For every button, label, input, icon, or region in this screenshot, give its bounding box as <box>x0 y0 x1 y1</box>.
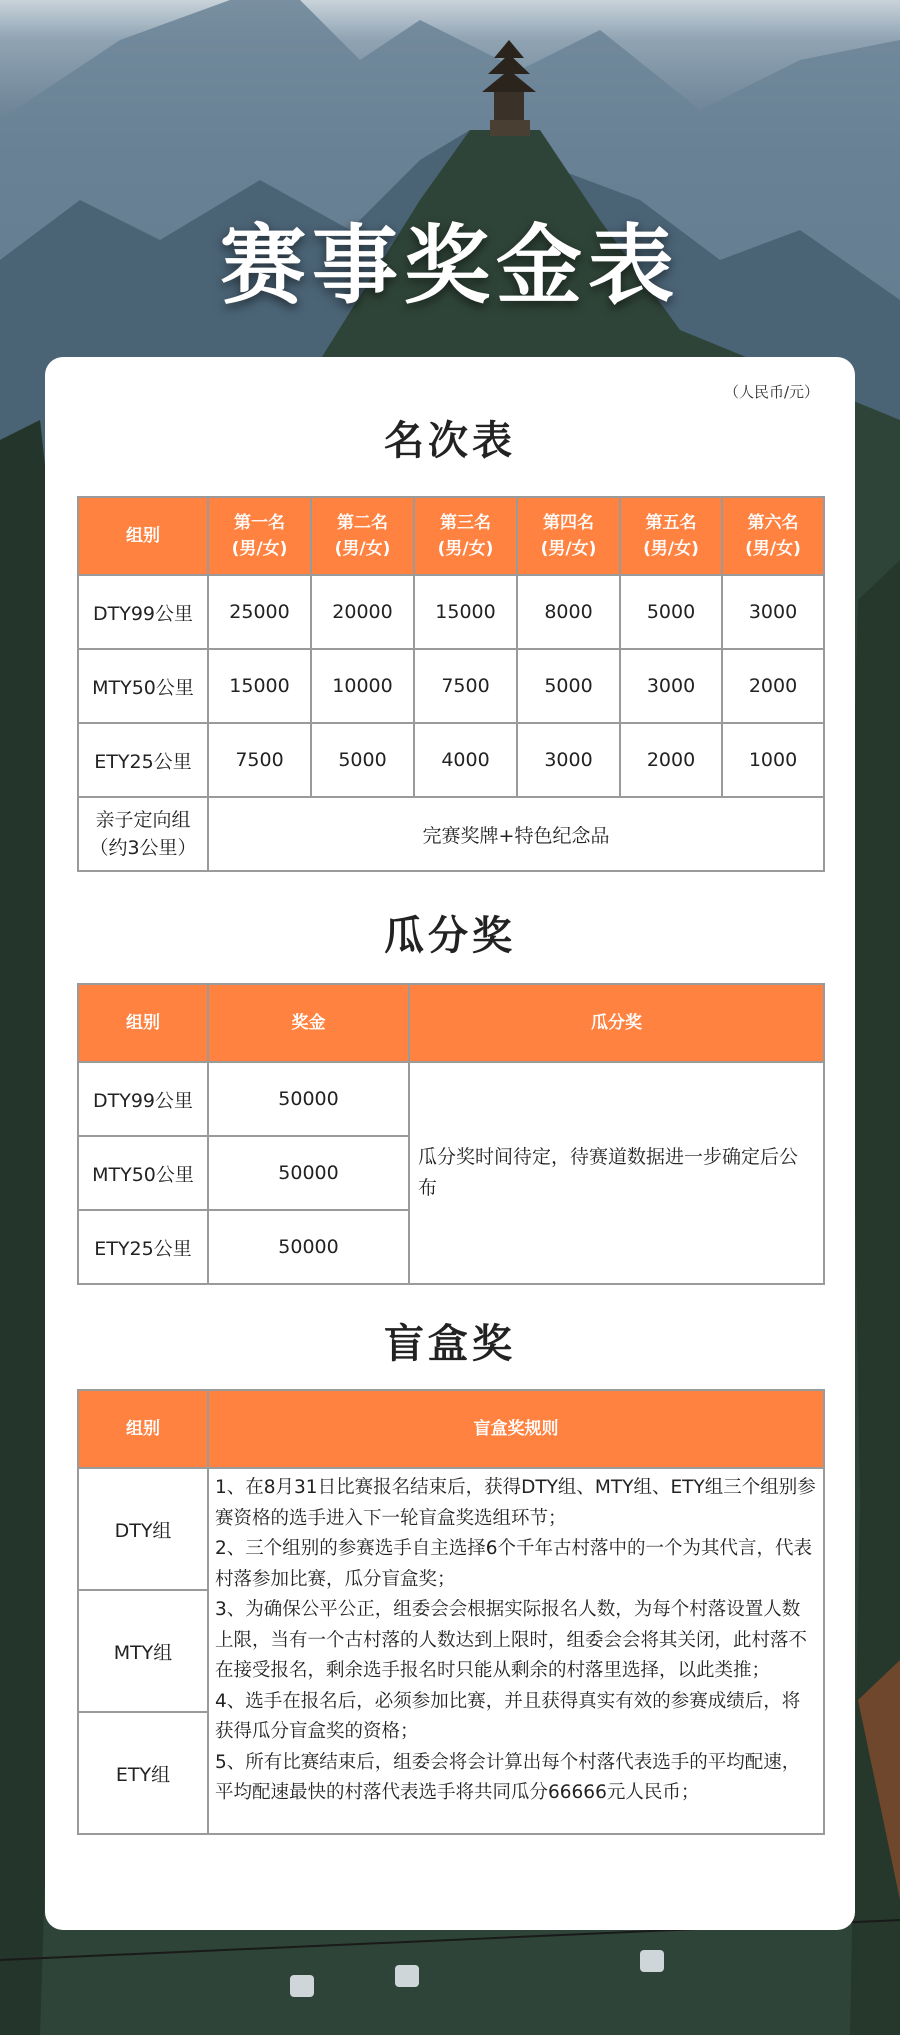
prize-cell: 3000 <box>517 723 620 797</box>
prize-cell: 20000 <box>311 575 414 649</box>
table-row <box>78 575 824 649</box>
table-row <box>78 1468 824 1590</box>
group-cell: MTY50公里 <box>78 649 208 723</box>
prize-cell: 25000 <box>208 575 311 649</box>
table-row-family <box>78 797 824 871</box>
group-cell: DTY99公里 <box>78 1062 208 1136</box>
group-cell: ETY25公里 <box>78 723 208 797</box>
prize-card <box>45 357 855 1930</box>
prize-cell: 5000 <box>620 575 722 649</box>
rule-item: 1、在8月31日比赛报名结束后，获得DTY组、MTY组、ETY组三个组别参赛资格的选手进入下一轮盲盒奖选组环节； <box>215 1477 816 1529</box>
blindbox-header-group: 组别 <box>78 1390 208 1468</box>
split-header-row <box>78 984 824 1062</box>
ranking-title: 名次表 <box>384 418 516 464</box>
group-cell: MTY组 <box>78 1590 208 1712</box>
blindbox-title: 盲盒奖 <box>384 1321 516 1367</box>
rule-item: 3、为确保公平公正，组委会会根据实际报名人数，为每个村落设置人数上限，当有一个古村落的人数达到上限时，组委会会将其关闭，此村落不在接受报名，剩余选手报名时只能从剩余的村落里选择，以此类推； <box>215 1599 808 1681</box>
ranking-header-2: 第二名 (男/女) <box>311 497 414 575</box>
table-row <box>78 723 824 797</box>
prize-cell: 2000 <box>620 723 722 797</box>
split-header-prize: 奖金 <box>208 984 409 1062</box>
group-cell: MTY50公里 <box>78 1136 208 1210</box>
prize-cell: 4000 <box>414 723 517 797</box>
rule-item: 5、所有比赛结束后，组委会将会计算出每个村落代表选手的平均配速，平均配速最快的村落代表选手将共同瓜分66666元人民币； <box>215 1751 801 1803</box>
prize-cell: 3000 <box>722 575 824 649</box>
temple-icon <box>482 40 536 136</box>
prize-cell: 5000 <box>311 723 414 797</box>
ranking-header-4: 第四名 (男/女) <box>517 497 620 575</box>
hero-title: 赛事奖金表 <box>220 215 680 316</box>
prize-cell: 15000 <box>414 575 517 649</box>
blindbox-header-rules: 盲盒奖规则 <box>208 1390 824 1468</box>
prize-cell: 10000 <box>311 649 414 723</box>
prize-cell: 15000 <box>208 649 311 723</box>
prize-cell: 3000 <box>620 649 722 723</box>
split-note-cell: 瓜分奖时间待定，待赛道数据进一步确定后公布 <box>409 1062 824 1284</box>
prize-cell: 1000 <box>722 723 824 797</box>
group-cell: ETY组 <box>78 1712 208 1834</box>
prize-cell: 7500 <box>414 649 517 723</box>
ranking-header-1: 第一名 (男/女) <box>208 497 311 575</box>
split-header-group: 组别 <box>78 984 208 1062</box>
currency-unit: （人民币/元） <box>723 383 819 401</box>
ranking-header-5: 第五名 (男/女) <box>620 497 722 575</box>
prize-cell: 50000 <box>208 1210 409 1284</box>
prize-cell: 8000 <box>517 575 620 649</box>
group-cell-family: 亲子定向组 （约3公里） <box>78 797 208 871</box>
rule-item: 4、选手在报名后，必须参加比赛，并且获得真实有效的参赛成绩后，将获得瓜分盲盒奖的资格； <box>215 1690 801 1742</box>
blindbox-rules-cell <box>208 1468 824 1834</box>
prize-cell: 5000 <box>517 649 620 723</box>
split-table <box>77 983 825 1285</box>
blindbox-table <box>77 1389 825 1835</box>
ranking-header-3: 第三名 (男/女) <box>414 497 517 575</box>
split-title: 瓜分奖 <box>384 913 516 959</box>
ranking-header-row <box>78 497 824 575</box>
blindbox-header-row <box>78 1390 824 1468</box>
group-cell: DTY组 <box>78 1468 208 1590</box>
group-cell: DTY99公里 <box>78 575 208 649</box>
ranking-table <box>77 496 825 872</box>
ranking-header-6: 第六名 (男/女) <box>722 497 824 575</box>
table-row <box>78 1062 824 1136</box>
table-row <box>78 649 824 723</box>
ranking-header-group: 组别 <box>78 497 208 575</box>
prize-cell: 7500 <box>208 723 311 797</box>
rule-item: 2、三个组别的参赛选手自主选择6个千年古村落中的一个为其代言，代表村落参加比赛，瓜分盲盒奖； <box>215 1538 813 1590</box>
split-header-split: 瓜分奖 <box>409 984 824 1062</box>
prize-cell: 2000 <box>722 649 824 723</box>
family-reward-cell: 完赛奖牌+特色纪念品 <box>208 797 824 871</box>
prize-cell: 50000 <box>208 1136 409 1210</box>
prize-cell: 50000 <box>208 1062 409 1136</box>
group-cell: ETY25公里 <box>78 1210 208 1284</box>
